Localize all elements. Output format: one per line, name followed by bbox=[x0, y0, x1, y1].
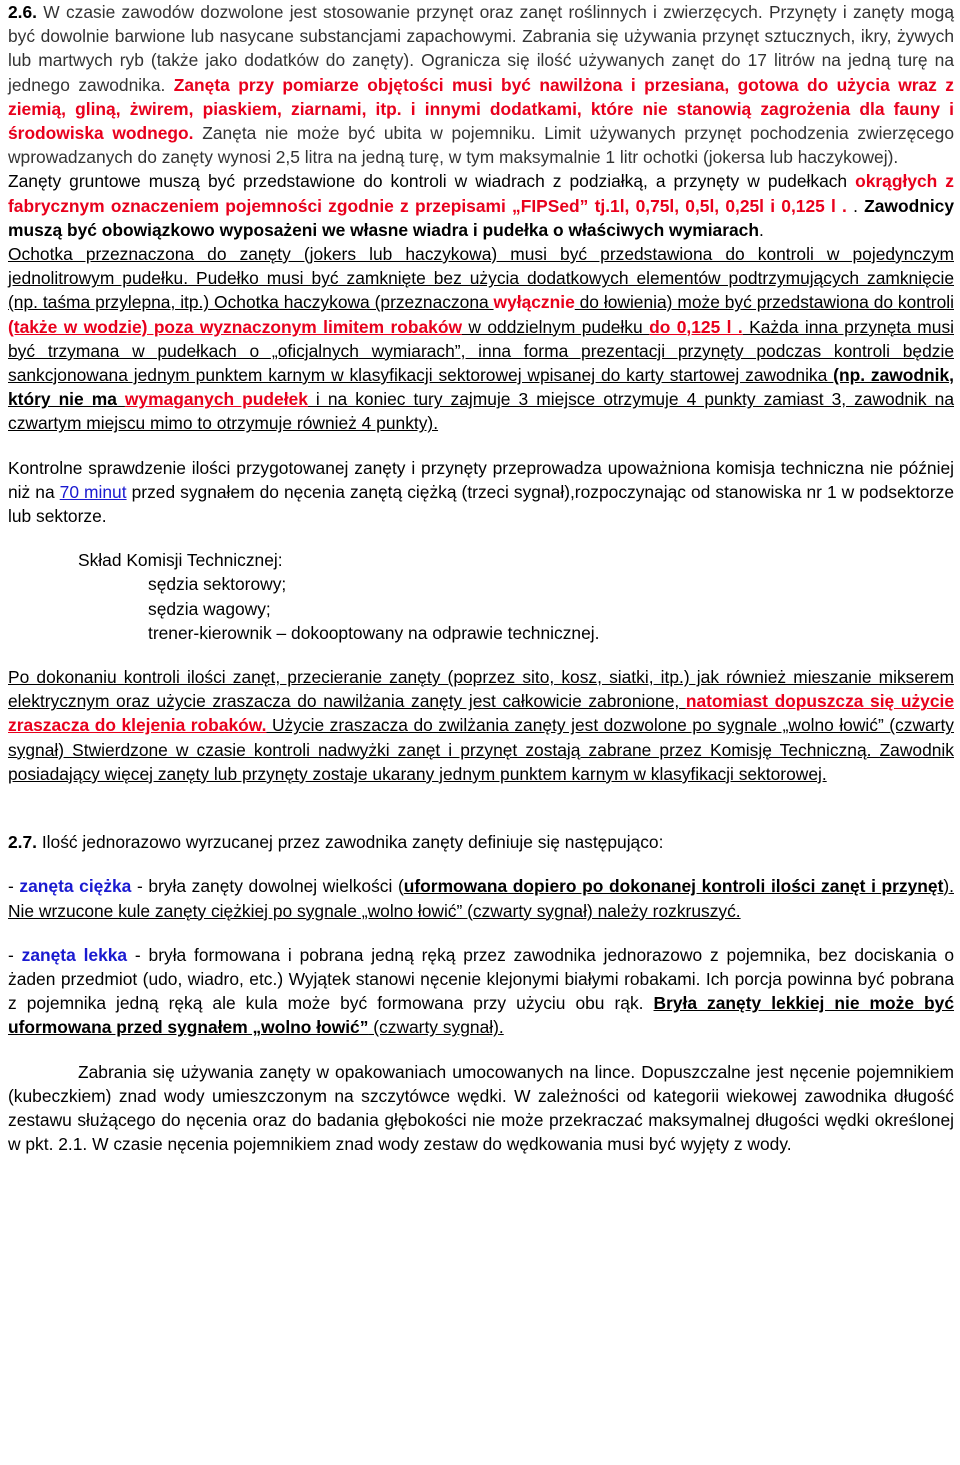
underlined-text: w oddzielnym pudełku bbox=[461, 316, 650, 337]
underlined-text: Po dokonaniu kontroli ilości zanęt, przecieranie zanęty (poprzez sito, kosz, siatki, itp.) jak również mieszanie mikserem elektrycznym oraz użycie zraszacza do nawilżania zanęty jest całkowicie zabronione, bbox=[8, 667, 954, 712]
paragraph-text: Ilość jednorazowo wyrzucanej przez zawodnika zanęty definiuje się następująco: bbox=[37, 832, 664, 853]
term-label: zanęta lekka bbox=[21, 944, 128, 965]
bold-text: uformowana dopiero po dokonanej kontroli ilości zanęt i przynęt bbox=[403, 876, 944, 897]
highlighted-text: 70 minut bbox=[59, 481, 127, 502]
committee-member: trener-kierownik – dokooptowany na odprawie technicznej. bbox=[148, 622, 600, 643]
section-2-7-intro bbox=[8, 830, 954, 854]
underlined-text: Każda inna przynęta musi być trzymana w pudełkach o „oficjalnych wymiarach”, inna forma prezentacji przynęty podczas kontroli będzie sankcjonowana jednym punktem karnym w klasyfikacji sektorowej wpisanej do karty startowej zawodnika bbox=[8, 316, 954, 386]
committee-member: sędzia wagowy; bbox=[148, 598, 271, 619]
term-label: zanęta ciężka bbox=[19, 876, 132, 897]
definition-light: - zanęta lekka - bryła formowana i pobrana jedną ręką przez zawodnika jednorazowo z pojemnika, bez dociskania o żaden przedmiot (udo, wiadro, etc.) Wyjątek stanowi nęcenie klejonymi białymi robakami. Ich porcja powinna być pobrana z pojemnika jedną ręką ale kula może być formowana przy użyciu obu rąk. Bryła zanęty lekkiej nie może być uformowana przed sygnałem „wolno łowić” (czwarty sygnał). bbox=[8, 944, 955, 1038]
underlined-text: Ochotka przeznaczona do zanęty (jokers lub haczykowa) musi być przedstawiona do kontroli w pojedynczym jednolitrowym pudełku. Pudełko musi być zamknięte bez użycia dodatkowych elementów podtrzymujących zamknięcie (np. taśma przylepna, itp.) Ochotka haczykowa (przeznaczona bbox=[8, 244, 954, 313]
section-2-6-intro bbox=[8, 0, 954, 169]
committee-member: sędzia sektorowy; bbox=[148, 574, 287, 595]
highlighted-text: okrągłych z fabrycznym oznaczeniem pojemności zgodnie z przepisami „FIPSed” tj.1l, 0,75l, 0,5l, 0,25l i 0,125 l . bbox=[8, 171, 954, 216]
paragraph-text: przed sygnałem do nęcenia zanętą ciężką (trzeci sygnał),rozpoczynając od stanowiska nr 1 w podsektorze lub sektorze. bbox=[8, 481, 955, 527]
underlined-text: i na koniec tury zajmuje 3 miejsce otrzymuje 4 punkty zamiast 3, zawodnik na czwartym miejscu mimo to otrzymuje również 4 punkty). bbox=[8, 389, 954, 434]
section-number: 2.6. bbox=[8, 2, 38, 22]
paragraph-containers bbox=[8, 169, 954, 242]
definition-heavy: - zanęta ciężka - bryła zanęty dowolnej wielkości (uformowana dopiero po dokonanej kontroli ilości zanęt i przynęt). Nie wrzucone kule zanęty ciężkiej po sygnale „wolno łowić” (czwarty sygnał) należy rozkruszyć. bbox=[8, 876, 954, 921]
final-paragraph: Zabrania się używania zanęty w opakowaniach umocowanych na lince. Dopuszczalne jest nęcenie pojemnikiem (kubeczkiem) znad wody umieszczonym na szczytówce wędki. W zależności od kategorii wiekowej zawodnika długość zestawu służącego do nęcenia oraz do badania głębokości nie może przekraczać maksymalnej długości wędki określonej w pkt. 2.1. W czasie nęcenia pojemnikiem znad wody zestaw do wędkowania musi być wyjęty z wody. bbox=[8, 1061, 954, 1155]
underlined-text: ). Nie wrzucone kule zanęty ciężkiej po sygnale „wolno łowić” (czwarty sygnał) należy rozkruszyć. bbox=[8, 876, 954, 921]
paragraph-text: . bbox=[758, 219, 764, 240]
paragraph-control bbox=[8, 456, 954, 529]
section-number: 2.7. bbox=[8, 832, 38, 853]
paragraph-text: . bbox=[846, 195, 865, 216]
committee-title: Skład Komisji Technicznej: bbox=[78, 550, 283, 571]
paragraph-text: Kontrolne sprawdzenie ilości przygotowanej zanęty i przynęty przeprowadza upoważniona komisja techniczna nie później niż na bbox=[8, 457, 954, 502]
highlighted-text: do 0,125 l . bbox=[649, 316, 743, 337]
bold-text: Bryła zanęty lekkiej nie może być uformowana przed sygnałem „wolno łowić” bbox=[8, 993, 955, 1038]
paragraph-text: Zanęta nie może być ubita w pojemniku. Limit używanych przynęt pochodzenia zwierzęcego wprowadzanych do zanęty wynosi 2,5 litra na jedną turę, w tym maksymalnie 1 litr ochotki (jokersa lub haczykowej). bbox=[8, 123, 954, 168]
highlighted-text: (także w wodzie) poza wyznaczonym limitem robaków bbox=[8, 316, 462, 337]
underlined-text: Zawodnik posiadający więcej zanęty lub przynęty zostaje ukarany jednym punktem karnym w klasyfikacji sektorowej. bbox=[8, 739, 954, 784]
underlined-text: do łowienia) może być przedstawiona do kontroli bbox=[574, 292, 954, 313]
bold-text: (np. zawodnik, który nie ma bbox=[8, 365, 954, 410]
highlighted-text: Zanęta przy pomiarze objętości musi być nawilżona i przesiana, gotowa do użycia wraz z ziemią, gliną, żwirem, piaskiem, ziarnami, itp. i innymi dodatkami, które nie stanowią zagrożenia dla fauny i środowiska wodnego. bbox=[8, 74, 954, 144]
bold-text: Zawodnicy muszą być obowiązkowo wyposażeni we własne wiadra i pudełka o właściwych wymiarach bbox=[8, 195, 955, 240]
highlighted-text: wyłącznie bbox=[493, 292, 575, 313]
highlighted-text: wymaganych pudełek bbox=[124, 389, 308, 410]
highlighted-text: natomiast dopuszcza się użycie zraszacza do klejenia robaków. bbox=[8, 691, 954, 736]
underlined-text: (czwarty sygnał). bbox=[368, 1017, 504, 1038]
paragraph-ochotka bbox=[8, 242, 954, 436]
paragraph-text: W czasie zawodów dozwolone jest stosowanie przynęt oraz zanęt roślinnych i zwierzęcych. Przynęty i zanęty mogą być dowolnie barwione lub nasycane substancjami zapachowymi. Zabrania się używania przynęt sztucznych, ikry, żywych lub martwych ryb (także jako dodatków do zanęty). Ogranicza się ilość używanych zanęt do 17 litrów na jedną turę na jednego zawodnika. bbox=[8, 2, 954, 95]
paragraph-after-control bbox=[8, 665, 954, 786]
paragraph-text: Zanęty gruntowe muszą być przedstawione do kontroli w wiadrach z podziałką, a przynęty w pudełkach bbox=[8, 171, 856, 192]
underlined-text: Użycie zraszacza do zwilżania zanęty jest dozwolone po sygnale „wolno łowić” (czwarty sygnał) Stwierdzone w czasie kontroli nadwyżki zanęt i przynęt zostają zabrane przez Komisję Techniczną. bbox=[8, 715, 955, 760]
